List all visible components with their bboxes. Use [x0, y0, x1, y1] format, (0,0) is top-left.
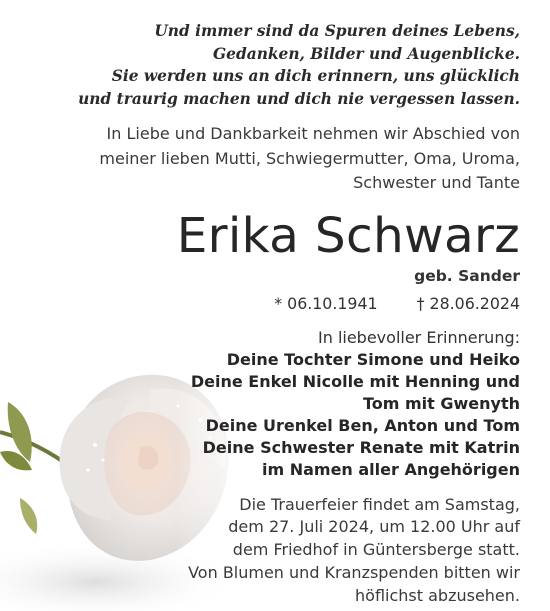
mourner-line: im Namen aller Angehörigen: [261, 459, 520, 479]
mourner-line: Tom mit Gwenyth: [362, 393, 520, 413]
poem-line: Und immer sind da Spuren deines Lebens,: [154, 22, 520, 40]
ceremony-line: Von Blumen und Kranzspenden bitten wir: [188, 562, 520, 582]
memory-lead: In liebevoller Erinnerung:: [318, 327, 520, 347]
poem-line: Gedanken, Bilder und Augenblicke.: [213, 44, 520, 63]
ceremony-line: dem 27. Juli 2024, um 12.00 Uhr auf: [228, 517, 520, 537]
ceremony-line: Die Trauerfeier findet am Samstag,: [239, 494, 520, 514]
poem-line: und traurig machen und dich nie vergessen lassen.: [78, 89, 520, 108]
mourner-line: Deine Urenkel Ben, Anton und Tom: [205, 415, 520, 435]
mourners-block: [50, 327, 520, 481]
funeral-info: [50, 494, 520, 608]
mourner-line: Deine Schwester Renate mit Katrin: [202, 437, 520, 457]
poem: [50, 20, 520, 110]
mourner-line: Deine Enkel Nicolle mit Henning und: [190, 371, 520, 391]
intro-line: meiner lieben Mutti, Schwiegermutter, Oma, Uroma,: [99, 148, 520, 168]
farewell-intro: [50, 122, 520, 196]
notice-text: [50, 0, 520, 607]
death-date: † 28.06.2024: [416, 293, 520, 313]
birth-date: * 06.10.1941: [274, 293, 378, 313]
mourner-line: Deine Tochter Simone und Heiko: [226, 349, 520, 369]
poem-line: Sie werden uns an dich erinnern, uns glücklich: [111, 67, 520, 85]
deceased-name: Erika Schwarz: [176, 207, 520, 264]
intro-line: In Liebe und Dankbarkeit nehmen wir Abschied von: [106, 124, 520, 143]
ceremony-line: dem Friedhof in Güntersberge statt.: [232, 540, 520, 560]
life-dates: [50, 292, 520, 316]
maiden-name: geb. Sander: [414, 266, 520, 285]
ceremony-line: höflichst abzusehen.: [355, 585, 520, 605]
intro-line: Schwester und Tante: [353, 173, 520, 192]
